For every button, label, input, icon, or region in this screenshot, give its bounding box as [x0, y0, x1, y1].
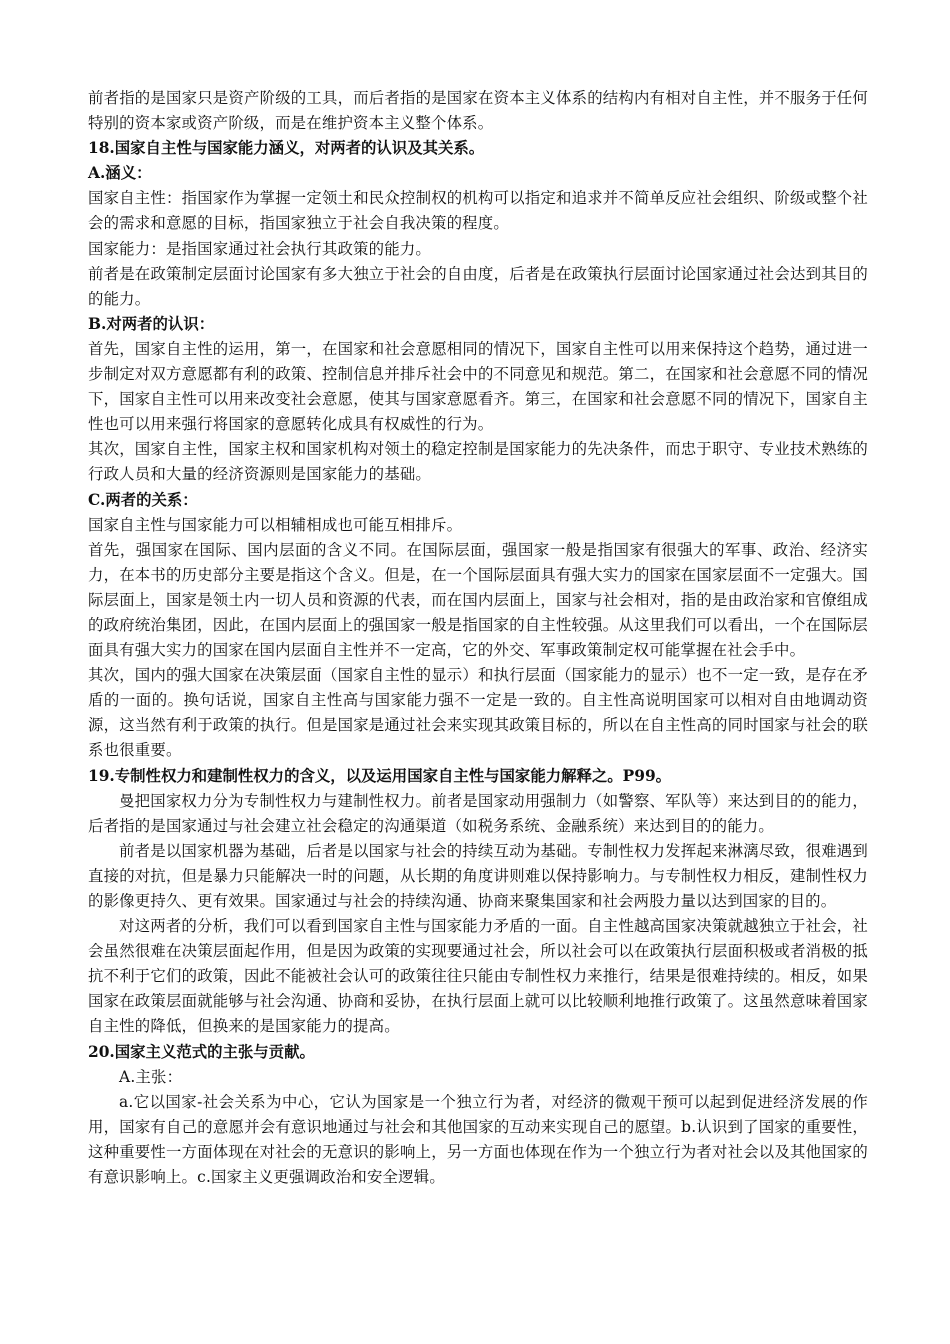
section-heading: 19.专制性权力和建制性权力的含义，以及运用国家自主性与国家能力解释之。P99。 [88, 766, 672, 785]
paragraph: 前者指的是国家只是资产阶级的工具，而后者指的是国家在资本主义体系的结构内有相对自主性，并不服务于任何特别的资本家或资产阶级，而是在维护资本主义整个体系。 [88, 89, 868, 133]
paragraph: 前者是以国家机器为基础，后者是以国家与社会的持续互动为基础。专制性权力发挥起来淋漓尽致，很难遇到直接的对抗，但是暴力只能解决一时的问题，从长期的角度讲则难以保持影响力。与专制性权力相反，建制性权力的影像更持久、更有效果。国家通过与社会的持续沟通、协商来聚集国家和社会两股力量以达到国家的目的。 [88, 841, 868, 910]
paragraph: A.主张： [119, 1067, 183, 1086]
paragraph: 其次，国内的强大国家在决策层面（国家自主性的显示）和执行层面（国家能力的显示）也不一定一致，是存在矛盾的一面的。换句话说，国家自主性高与国家能力强不一定是一致的。自主性高说明国家可以相对自由地调动资源，这当然有利于政策的执行。但是国家是通过社会来实现其政策目标的，所以在自主性高的同时国家与社会的联系也很重要。 [88, 666, 868, 760]
paragraph: 其次，国家自主性，国家主权和国家机构对领土的稳定控制是国家能力的先决条件，而忠于职守、专业技术熟练的行政人员和大量的经济资源则是国家能力的基础。 [88, 440, 868, 484]
subsection-heading: B.对两者的认识： [88, 314, 215, 333]
paragraph: 曼把国家权力分为专制性权力与建制性权力。前者是国家动用强制力（如警察、军队等）来达到目的的能力，后者指的是国家通过与社会建立社会稳定的沟通渠道（如税务系统、金融系统）来达到目的的能力。 [88, 791, 868, 835]
paragraph: 国家自主性与国家能力可以相辅相成也可能互相排斥。 [88, 515, 463, 534]
paragraph: 首先，国家自主性的运用，第一，在国家和社会意愿相同的情况下，国家自主性可以用来保持这个趋势，通过进一步制定对双方意愿都有利的政策、控制信息并排斥社会中的不同意见和规范。第二，在国家和社会意愿不同的情况下，国家自主性可以用来改变社会意愿，使其与国家意愿看齐。第三，在国家和社会意愿不同的情况下，国家自主性也可以用来强行将国家的意愿转化成具有权威性的行为。 [88, 339, 868, 434]
paragraph: 对这两者的分析，我们可以看到国家自主性与国家能力矛盾的一面。自主性越高国家决策就越独立于社会，社会虽然很难在决策层面起作用，但是因为政策的实现要通过社会，所以社会可以在政策执行层面积极或者消极的抵抗不利于它们的政策，因此不能被社会认可的政策往往只能由专制性权力来推行，结果是很难持续的。相反，如果国家在政策层面就能够与社会沟通、协商和妥协，在执行层面上就可以比较顺利地推行政策了。这虽然意味着国家自主性的降低，但换来的是国家能力的提高。 [88, 917, 868, 1036]
subsection-heading: A.涵义： [88, 164, 152, 183]
section-heading: 20.国家主义范式的主张与贡献。 [88, 1042, 315, 1061]
paragraph: 国家自主性：指国家作为掌握一定领土和民众控制权的机构可以指定和追求并不简单反应社会组织、阶级或整个社会的需求和意愿的目标，指国家独立于社会自我决策的程度。 [88, 189, 868, 233]
paragraph: 首先，强国家在国际、国内层面的含义不同。在国际层面，强国家一般是指国家有很强大的军事、政治、经济实力，在本书的历史部分主要是指这个含义。但是，在一个国际层面具有强大实力的国家在国家层面不一定强大。国际层面上，国家是领土内一切人员和资源的代表，而在国内层面上，国家与社会相对，指的是由政治家和官僚组成的政府统治集团，因此，在国内层面上的强国家一般是指国家的自主性较强。从这里我们可以看出，一个在国际层面具有强大实力的国家在国内层面自主性并不一定高，它的外交、军事政策制定权可能掌握在社会手中。 [88, 540, 868, 660]
subsection-heading: C.两者的关系： [88, 490, 198, 509]
paragraph: 国家能力：是指国家通过社会执行其政策的能力。 [88, 239, 431, 258]
paragraph: 前者是在政策制定层面讨论国家有多大独立于社会的自由度，后者是在政策执行层面讨论国家通过社会达到其目的的能力。 [88, 264, 868, 308]
section-heading: 18.国家自主性与国家能力涵义，对两者的认识及其关系。 [88, 139, 485, 158]
document-page [88, 86, 868, 1190]
paragraph: a.它以国家-社会关系为中心，它认为国家是一个独立行为者，对经济的微观干预可以起到促进经济发展的作用，国家有自己的意愿并会有意识地通过与社会和其他国家的互动来实现自己的愿望。b.认识到了国家的重要性，这种重要性一方面体现在对社会的无意识的影响上，另一方面也体现在作为一个独立行为者对社会以及其他国家的有意识影响上。c.国家主义更强调政治和安全逻辑。 [88, 1092, 868, 1187]
